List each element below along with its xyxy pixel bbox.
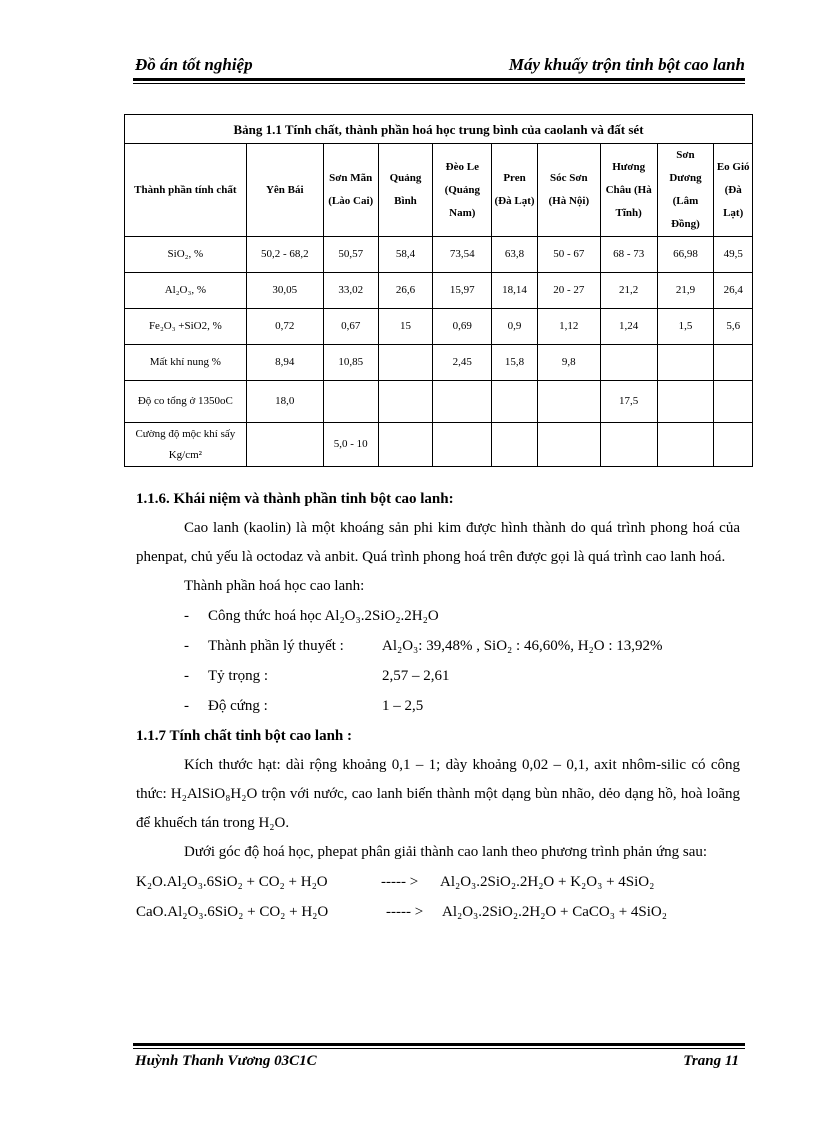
table-cell: 20 - 27 [537, 273, 600, 309]
header-right: Máy khuấy trộn tinh bột cao lanh [508, 55, 745, 74]
table-caption: Bảng 1.1 Tính chất, thành phần hoá học trung bình của caolanh và đất sét [125, 115, 753, 144]
column-header: Thành phần tính chất [125, 144, 247, 237]
table-cell: 50 - 67 [537, 237, 600, 273]
table-cell: 0,67 [323, 309, 378, 345]
table-cell [246, 423, 323, 467]
table-cell: 63,8 [492, 237, 538, 273]
table-cell: 2,45 [433, 345, 492, 381]
row-label: Al₂O₃, % [125, 273, 247, 309]
table-cell: 73,54 [433, 237, 492, 273]
column-header: Hương Châu (Hà Tĩnh) [600, 144, 657, 237]
table-cell [714, 423, 753, 467]
table-cell [657, 423, 714, 467]
column-header: Sơn Mãn (Lào Cai) [323, 144, 378, 237]
table-cell [714, 381, 753, 423]
table-cell: 50,57 [323, 237, 378, 273]
row-label: SiO₂, % [125, 237, 247, 273]
column-header: Eo Gió (Đà Lạt) [714, 144, 753, 237]
table-cell [323, 381, 378, 423]
row-label: Fe₂O₃ +SiO2, % [125, 309, 247, 345]
table-cell: 18,14 [492, 273, 538, 309]
table-header-row [125, 144, 753, 237]
table-cell: 68 - 73 [600, 237, 657, 273]
column-header: Quảng Bình [378, 144, 433, 237]
table-cell [657, 381, 714, 423]
column-header: Sóc Sơn (Hà Nội) [537, 144, 600, 237]
properties-table [124, 114, 753, 467]
table-cell: 15,97 [433, 273, 492, 309]
header-rule-thin [133, 83, 745, 84]
table-row [125, 309, 753, 345]
subheading: Thành phần hoá học cao lanh: [184, 578, 365, 594]
table-row [125, 423, 753, 467]
table-cell: 26,6 [378, 273, 433, 309]
table-cell: 1,5 [657, 309, 714, 345]
header-left: Đồ án tốt nghiệp [135, 55, 253, 74]
table-cell [657, 345, 714, 381]
table-cell: 21,2 [600, 273, 657, 309]
table-cell [537, 423, 600, 467]
list-item: - Tỷ trọng : 2,57 – 2,61 [136, 661, 740, 691]
table-cell: 30,05 [246, 273, 323, 309]
table-cell [378, 345, 433, 381]
table-cell: 0,72 [246, 309, 323, 345]
table-cell: 49,5 [714, 237, 753, 273]
footer-rule [133, 1043, 745, 1046]
equation [136, 867, 740, 897]
table-cell [714, 345, 753, 381]
column-header: Sơn Dương (Lâm Đồng) [657, 144, 714, 237]
table-cell [433, 423, 492, 467]
table-cell [433, 381, 492, 423]
list-item-value: 1 – 2,5 [382, 698, 424, 714]
table-row [125, 381, 753, 423]
table-cell: 5,0 - 10 [323, 423, 378, 467]
page-body [136, 484, 740, 927]
list-item-label: Thành phần lý thuyết : [208, 638, 344, 654]
table-cell: 50,2 - 68,2 [246, 237, 323, 273]
table-cell: 1,24 [600, 309, 657, 345]
table-row [125, 273, 753, 309]
header-rule [133, 78, 745, 81]
table-cell: 18,0 [246, 381, 323, 423]
list-item: - Độ cứng : 1 – 2,5 [136, 691, 740, 721]
table-cell [600, 423, 657, 467]
table-cell: 8,94 [246, 345, 323, 381]
list-item-value: 2,57 – 2,61 [382, 668, 450, 684]
list-item-label: Độ cứng : [208, 698, 268, 714]
list-item-value: Al₂O₃: 39,48% , SiO₂ : 46,60%, H₂O : 13,92% [382, 638, 663, 654]
table-cell [492, 423, 538, 467]
table-cell: 10,85 [323, 345, 378, 381]
table-cell [492, 381, 538, 423]
page-header [133, 53, 745, 79]
table-cell [378, 381, 433, 423]
paragraph: Kích thước hạt: dài rộng khoảng 0,1 – 1; dày khoảng 0,02 – 0,1, axit nhôm-silic có công thức: H₂AlSiO₈H₂O trộn với nước, cao lanh biến thành một dạng bùn nhão, dẻo dạng hồ, hoà loãng để khuếch tán trong H₂O. [136, 757, 740, 831]
column-header: Yên Bái [246, 144, 323, 237]
list-item-label: Tỷ trọng : [208, 668, 268, 684]
table-cell: 15 [378, 309, 433, 345]
table-row [125, 345, 753, 381]
section-heading: 1.1.6. Khái niệm và thành phần tinh bột cao lanh: [136, 491, 454, 507]
equation-lhs: CaO.Al₂O₃.6SiO₂ + CO₂ + H₂O [136, 904, 329, 920]
table-cell: 17,5 [600, 381, 657, 423]
footer-rule-thin [133, 1048, 745, 1049]
paragraph: Dưới góc độ hoá học, phepat phân giải thành cao lanh theo phương trình phản ứng sau: [184, 844, 708, 860]
page-number: Trang 11 [683, 1053, 739, 1069]
table-cell: 66,98 [657, 237, 714, 273]
section-heading: 1.1.7 Tính chất tinh bột cao lanh : [136, 728, 353, 744]
table-cell: 21,9 [657, 273, 714, 309]
row-label: Cường độ mộc khí sấy Kg/cm² [125, 423, 247, 467]
table-cell: 58,4 [378, 237, 433, 273]
row-label: Độ co tổng ở 1350oC [125, 381, 247, 423]
table-cell: 1,12 [537, 309, 600, 345]
equation [136, 897, 740, 927]
table-cell: 15,8 [492, 345, 538, 381]
list-item: - Thành phần lý thuyết : Al₂O₃: 39,48% , SiO₂ : 46,60%, H₂O : 13,92% [136, 631, 740, 661]
equation-rhs: Al₂O₃.2SiO₂.2H₂O + CaCO₃ + 4SiO₂ [442, 904, 667, 920]
equation-lhs: K₂O.Al₂O₃.6SiO₂ + CO₂ + H₂O [136, 874, 328, 890]
table-cell: 0,69 [433, 309, 492, 345]
table-cell: 5,6 [714, 309, 753, 345]
equation-arrow: ----- > [381, 874, 419, 890]
table-cell [600, 345, 657, 381]
column-header: Đèo Le (Quảng Nam) [433, 144, 492, 237]
equation-arrow: ----- > [386, 904, 424, 920]
list-item: - Công thức hoá học Al₂O₃.2SiO₂.2H₂O [184, 608, 439, 624]
column-header: Pren (Đà Lạt) [492, 144, 538, 237]
table-cell: 0,9 [492, 309, 538, 345]
footer-author: Huỳnh Thanh Vương 03C1C [135, 1053, 317, 1069]
table-cell: 26,4 [714, 273, 753, 309]
equation-rhs: Al₂O₃.2SiO₂.2H₂O + K₂O₃ + 4SiO₂ [440, 874, 655, 890]
table-row [125, 237, 753, 273]
table-cell: 33,02 [323, 273, 378, 309]
table-cell: 9,8 [537, 345, 600, 381]
paragraph: Cao lanh (kaolin) là một khoáng sản phi kim được hình thành do quá trình phong hoá của phenpat, chủ yếu là octodaz và anbit. Quá trình phong hoá trên được gọi là quá trình cao lanh hoá. [136, 520, 740, 565]
table-cell [537, 381, 600, 423]
list-item-label: Công thức hoá học Al₂O₃.2SiO₂.2H₂O [208, 608, 439, 624]
table-cell [378, 423, 433, 467]
row-label: Mất khí nung % [125, 345, 247, 381]
